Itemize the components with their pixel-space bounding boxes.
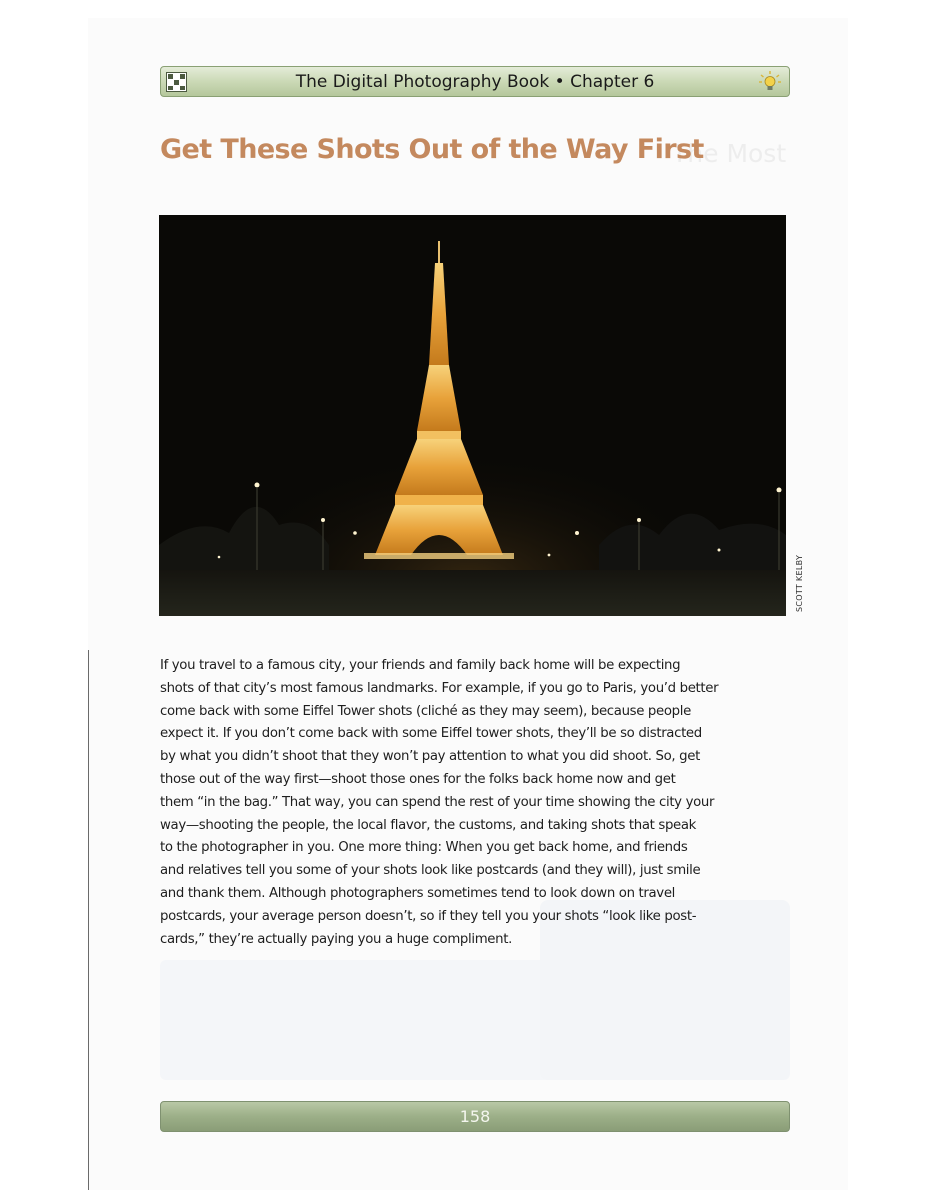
body-line: expect it. If you don’t come back with some Eiffel tower shots, they’ll be so distracted — [160, 726, 702, 742]
chapter-header-title: The Digital Photography Book • Chapter 6 — [295, 71, 655, 92]
body-line: come back with some Eiffel Tower shots (cliché as they may seem), because people — [160, 703, 691, 719]
body-line: way—shooting the people, the local flavor, the customs, and taking shots that speak — [160, 817, 697, 833]
body-line: and relatives tell you some of your shots look like postcards (and they will), just smile — [160, 863, 701, 879]
body-line: them “in the bag.” That way, you can spend the rest of your time showing the city your — [160, 794, 715, 810]
body-paragraph — [160, 655, 790, 951]
body-line: and thank them. Although photographers sometimes tend to look down on travel — [160, 885, 675, 901]
body-line: postcards, your average person doesn’t, so if they tell you your shots “look like post- — [160, 908, 697, 924]
body-line: shots of that city’s most famous landmarks. For example, if you go to Paris, you’d better — [160, 680, 719, 696]
body-line: cards,” they’re actually paying you a huge compliment. — [160, 931, 512, 947]
chapter-header-bar — [160, 66, 790, 97]
page-number: 158 — [459, 1107, 491, 1126]
lightbulb-icon — [757, 70, 783, 94]
scan-edge-line — [88, 650, 89, 1190]
body-line: by what you didn’t shoot that they won’t pay attention to what you did shoot. So, get — [160, 749, 700, 765]
grid-icon — [166, 72, 187, 92]
page-footer-bar — [160, 1101, 790, 1132]
page-title: Get These Shots Out of the Way First — [160, 134, 704, 165]
bleed-through-text: The Most — [672, 139, 787, 168]
body-line: to the photographer in you. One more thing: When you get back home, and friends — [160, 840, 688, 856]
photo-credit: SCOTT KELBY — [795, 554, 804, 612]
eiffel-tower-photo — [159, 215, 786, 616]
body-line: those out of the way first—shoot those ones for the folks back home now and get — [160, 771, 676, 787]
body-line: If you travel to a famous city, your friends and family back home will be expecting — [160, 658, 681, 673]
